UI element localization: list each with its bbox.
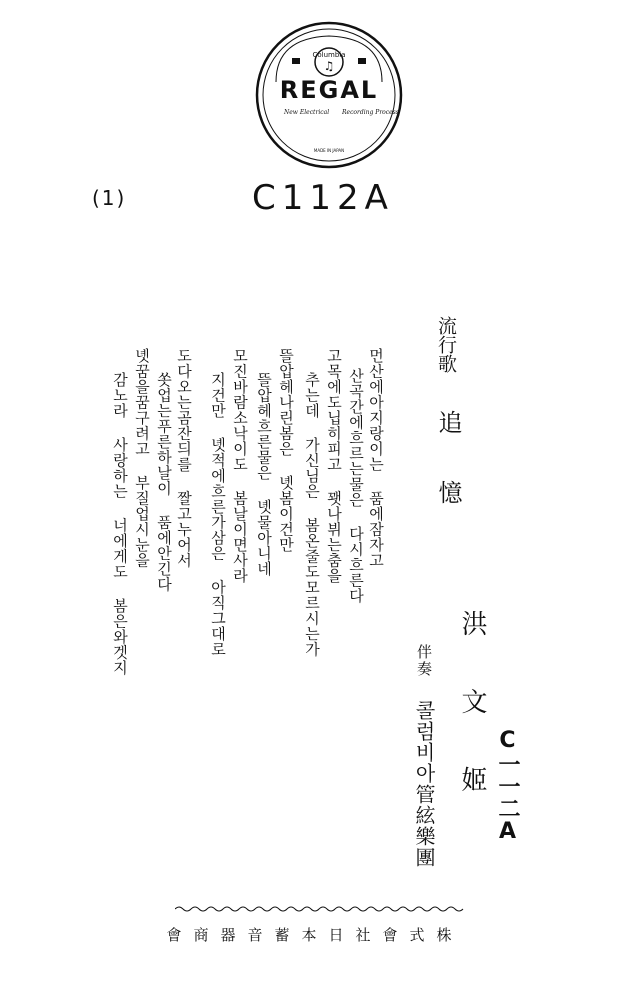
page-number: (1) (92, 186, 127, 210)
song-title: 追憶 (434, 410, 462, 550)
lyric-line: 도다오는곰잔듸를 짤고누어서 (175, 348, 193, 568)
logo-left-text: New Electrical (284, 109, 330, 116)
footer-wavy-rule (175, 904, 465, 914)
lyric-line: 지건만 녯적에흐른가삼은 아직그대로 (209, 372, 227, 657)
lyric-line: 뜰압헤나린봄은 녯봄이건만 (277, 348, 295, 553)
side-catalog-code: C一一二A (495, 728, 520, 844)
lyric-line: 추는데 가신님은 봄온줄도모르시는가 (303, 372, 321, 657)
genre-label: 流行歌 (435, 316, 457, 373)
logo-arc-text: Columbia (312, 51, 346, 59)
catalog-code: C112A (252, 178, 394, 218)
lyric-line: 쏫업는푸른하날이 품에안긴다 (155, 372, 173, 592)
publisher-name: 會商器音蓄本日社會式株 (166, 926, 464, 944)
accompaniment-role: 伴奏 (415, 644, 433, 678)
singer-name: 洪文姬 (457, 610, 487, 844)
lyric-line: 고목에도닙히피고 꽷나뷔는춤을 (325, 348, 343, 584)
logo-right-text: Recording Process (342, 109, 399, 116)
regal-logo (254, 20, 404, 170)
lyric-line: 뜰압헤흐른물은 녯물아니네 (255, 372, 273, 577)
lyric-line: 먼산에아지랑이는 품에잠자고 (367, 348, 385, 568)
lyric-line: 모진바람소낙이도 봄날이면사라 (231, 348, 249, 584)
lyric-line: 녯꿈을꿈구려고 부질업시눈을 (133, 348, 151, 568)
lyric-line: 감노라 사랑하는 너에게도 봄은와겟지 (111, 372, 129, 676)
logo-bottom-text: MADE IN JAPAN (313, 148, 345, 153)
logo-brand-text: REGAL (279, 76, 379, 104)
orchestra-name: 콜럼비아管絃樂團 (412, 700, 436, 868)
svg-text:♫: ♫ (323, 59, 335, 73)
lyric-line: 산곡간에흐르는물은 다시흐른다 (347, 368, 365, 604)
